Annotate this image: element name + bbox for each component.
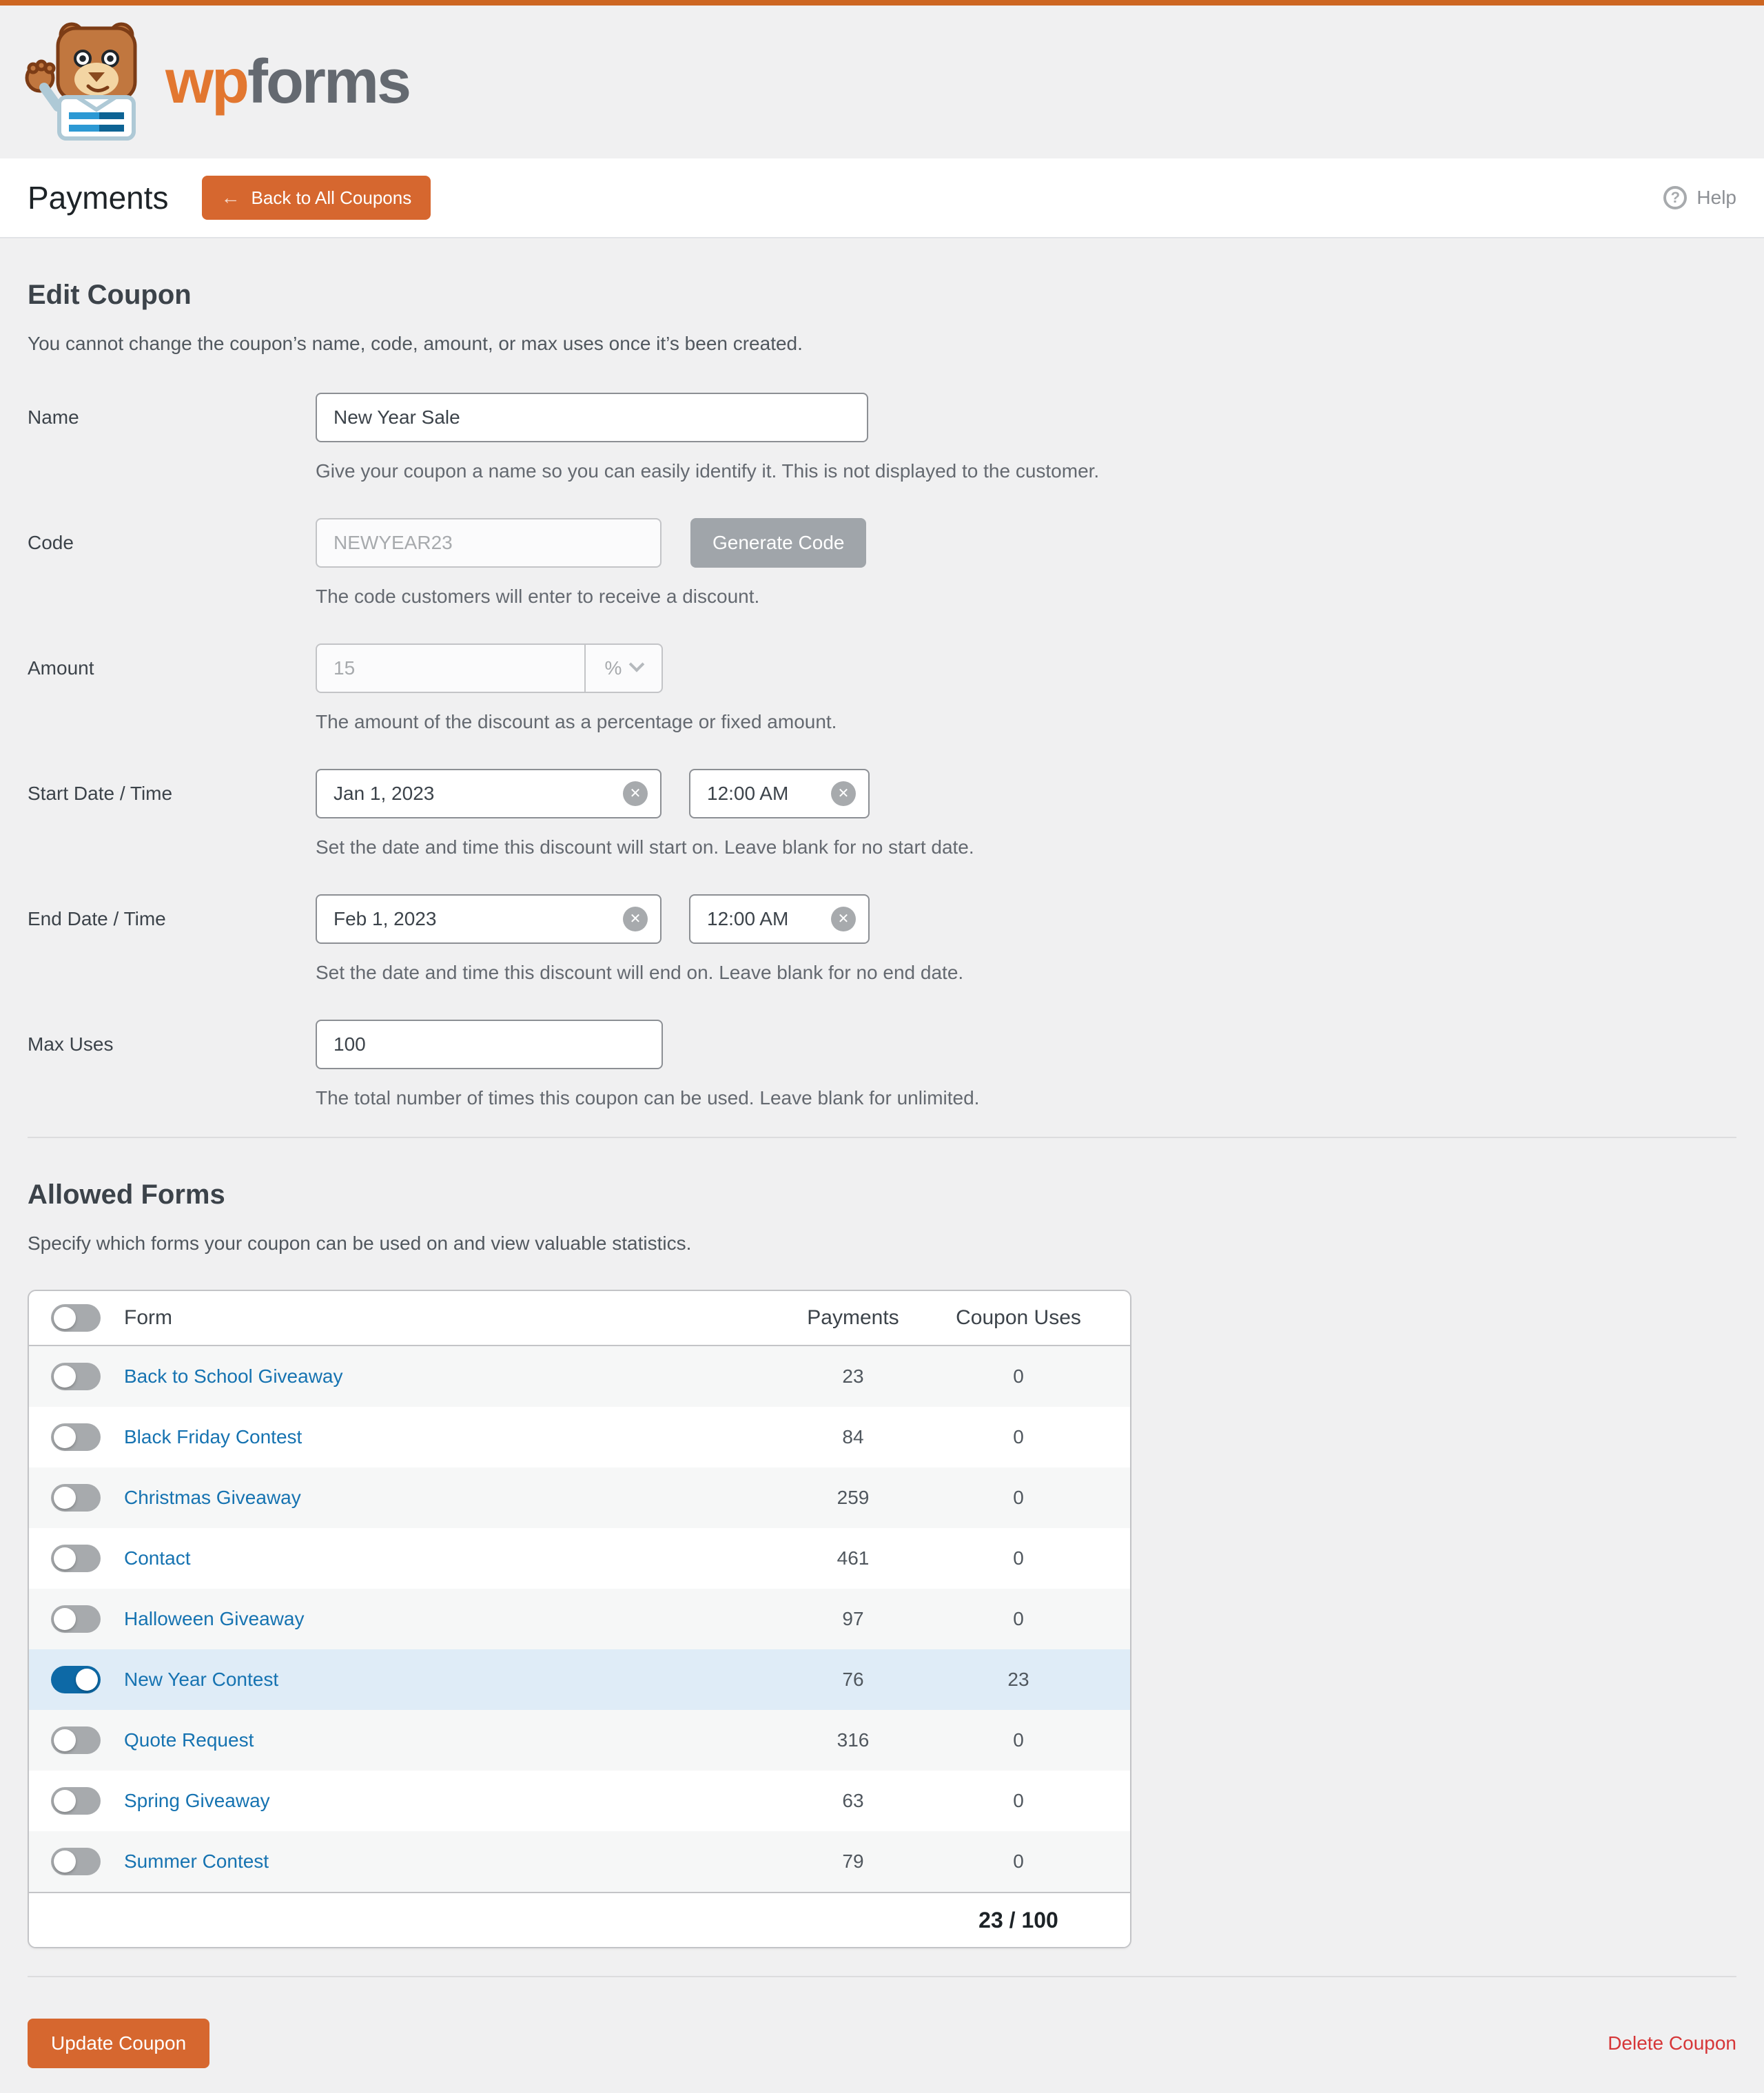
form-toggle[interactable] — [51, 1666, 101, 1693]
toggle-knob — [54, 1487, 76, 1509]
wpforms-wordmark — [165, 48, 410, 116]
page-title-bar — [0, 158, 1764, 238]
toggle-knob — [54, 1850, 76, 1873]
max-uses-field-row — [28, 1020, 1736, 1109]
name-description: Give your coupon a name so you can easily identify it. This is not displayed to the customer. — [316, 460, 1100, 482]
table-row — [29, 1831, 1130, 1892]
wpforms-logo — [25, 21, 409, 143]
amount-unit-value: % — [604, 657, 622, 679]
table-row — [29, 1467, 1130, 1528]
code-field-row — [28, 518, 1736, 608]
coupon-uses-value: 0 — [1013, 1426, 1024, 1448]
toggle-knob — [76, 1669, 98, 1691]
wordmark-forms: forms — [247, 48, 410, 116]
table-row — [29, 1528, 1130, 1589]
form-link[interactable]: Black Friday Contest — [124, 1426, 302, 1448]
code-description: The code customers will enter to receive a discount. — [316, 586, 760, 608]
start-date-input[interactable] — [316, 769, 662, 818]
back-arrow-icon: ← — [220, 187, 240, 208]
table-row — [29, 1771, 1130, 1831]
table-row — [29, 1407, 1130, 1467]
allowed-forms-description: Specify which forms your coupon can be used on and view valuable statistics. — [28, 1233, 692, 1255]
clear-start-date-icon[interactable]: ✕ — [623, 781, 648, 806]
payments-value: 23 — [842, 1365, 864, 1388]
content — [0, 280, 1764, 2093]
help-link[interactable] — [1663, 186, 1736, 209]
update-coupon-button[interactable]: Update Coupon — [28, 2019, 209, 2068]
toggle-knob — [54, 1547, 76, 1569]
help-label: Help — [1696, 187, 1736, 208]
payments-value: 461 — [837, 1547, 870, 1569]
section-divider — [28, 1137, 1736, 1138]
name-field-row — [28, 393, 1736, 482]
payments-column-header: Payments — [807, 1306, 899, 1330]
end-description: Set the date and time this discount will end on. Leave blank for no end date. — [316, 962, 964, 984]
toggle-knob — [54, 1365, 76, 1388]
form-toggle[interactable] — [51, 1423, 101, 1451]
code-label: Code — [28, 532, 74, 554]
payments-value: 76 — [842, 1669, 864, 1691]
form-link[interactable]: Summer Contest — [124, 1850, 269, 1873]
coupon-uses-value: 0 — [1013, 1365, 1024, 1388]
name-input[interactable] — [316, 393, 868, 442]
start-label: Start Date / Time — [28, 783, 173, 805]
end-field-row — [28, 894, 1736, 984]
edit-coupon-heading: Edit Coupon — [28, 280, 192, 310]
table-row — [29, 1589, 1130, 1649]
table-header-row — [29, 1291, 1130, 1346]
table-footer-row — [29, 1892, 1130, 1947]
payments-value: 63 — [842, 1790, 864, 1812]
toggle-knob — [54, 1729, 76, 1751]
end-label: End Date / Time — [28, 908, 166, 930]
clear-end-date-icon[interactable]: ✕ — [623, 907, 648, 931]
masthead — [0, 6, 1764, 158]
payments-value: 84 — [842, 1426, 864, 1448]
amount-input — [316, 643, 586, 693]
form-toggle[interactable] — [51, 1363, 101, 1390]
toggle-knob — [54, 1790, 76, 1812]
coupon-uses-column-header: Coupon Uses — [956, 1306, 1081, 1330]
back-to-all-coupons-button[interactable] — [202, 176, 431, 220]
form-toggle[interactable] — [51, 1848, 101, 1875]
page-title: Payments — [28, 180, 169, 216]
amount-description: The amount of the discount as a percentage or fixed amount. — [316, 711, 837, 733]
payments-value: 316 — [837, 1729, 870, 1751]
table-row — [29, 1346, 1130, 1407]
allowed-forms-table — [28, 1290, 1131, 1948]
payments-value: 79 — [842, 1850, 864, 1873]
coupon-uses-value: 0 — [1013, 1850, 1024, 1873]
amount-field-row — [28, 643, 1736, 733]
code-input — [316, 518, 662, 568]
form-toggle[interactable] — [51, 1726, 101, 1754]
form-toggle[interactable] — [51, 1484, 101, 1512]
form-link[interactable]: New Year Contest — [124, 1669, 279, 1691]
table-body — [29, 1346, 1130, 1892]
wpforms-bear-icon — [25, 21, 152, 143]
form-link[interactable]: Quote Request — [124, 1729, 254, 1751]
toggle-knob — [54, 1307, 76, 1329]
form-link[interactable]: Contact — [124, 1547, 191, 1569]
end-date-input[interactable] — [316, 894, 662, 944]
max-uses-input[interactable] — [316, 1020, 663, 1069]
payments-value: 97 — [842, 1608, 864, 1630]
coupon-uses-value: 0 — [1013, 1608, 1024, 1630]
help-question-icon: ? — [1663, 186, 1687, 209]
coupon-uses-value: 0 — [1013, 1790, 1024, 1812]
form-column-header: Form — [124, 1306, 172, 1330]
coupon-uses-value: 23 — [1007, 1669, 1029, 1691]
clear-end-time-icon[interactable]: ✕ — [831, 907, 856, 931]
form-toggle[interactable] — [51, 1787, 101, 1815]
edit-coupon-description: You cannot change the coupon’s name, code, amount, or max uses once it’s been created. — [28, 333, 803, 354]
coupon-uses-value: 0 — [1013, 1729, 1024, 1751]
toggle-knob — [54, 1426, 76, 1448]
table-row — [29, 1710, 1130, 1771]
back-button-label: Back to All Coupons — [251, 187, 412, 208]
form-toggle[interactable] — [51, 1545, 101, 1572]
wordmark-wp: wp — [165, 48, 247, 116]
toggle-all-forms[interactable] — [51, 1304, 101, 1332]
brand-top-bar — [0, 0, 1764, 6]
toggle-knob — [54, 1608, 76, 1630]
amount-label: Amount — [28, 657, 94, 679]
generate-code-button[interactable]: Generate Code — [690, 518, 866, 568]
form-link[interactable]: Halloween Giveaway — [124, 1608, 305, 1630]
clear-start-time-icon[interactable]: ✕ — [831, 781, 856, 806]
form-toggle[interactable] — [51, 1605, 101, 1633]
max-uses-label: Max Uses — [28, 1033, 114, 1055]
amount-unit-select — [586, 643, 663, 693]
coupon-uses-value: 0 — [1013, 1547, 1024, 1569]
chevron-down-icon — [629, 657, 645, 672]
start-field-row — [28, 769, 1736, 858]
form-link[interactable]: Back to School Giveaway — [124, 1365, 343, 1388]
coupon-uses-total: 23 / 100 — [978, 1907, 1058, 1932]
delete-coupon-link[interactable]: Delete Coupon — [1608, 2032, 1736, 2054]
start-description: Set the date and time this discount will start on. Leave blank for no start date. — [316, 836, 974, 858]
name-label: Name — [28, 406, 79, 429]
form-link[interactable]: Christmas Giveaway — [124, 1487, 301, 1509]
allowed-forms-heading: Allowed Forms — [28, 1179, 225, 1210]
form-link[interactable]: Spring Giveaway — [124, 1790, 270, 1812]
max-uses-description: The total number of times this coupon can be used. Leave blank for unlimited. — [316, 1087, 980, 1109]
coupon-uses-value: 0 — [1013, 1487, 1024, 1509]
footer-divider — [28, 1976, 1736, 1977]
table-row — [29, 1649, 1130, 1710]
payments-value: 259 — [837, 1487, 870, 1509]
